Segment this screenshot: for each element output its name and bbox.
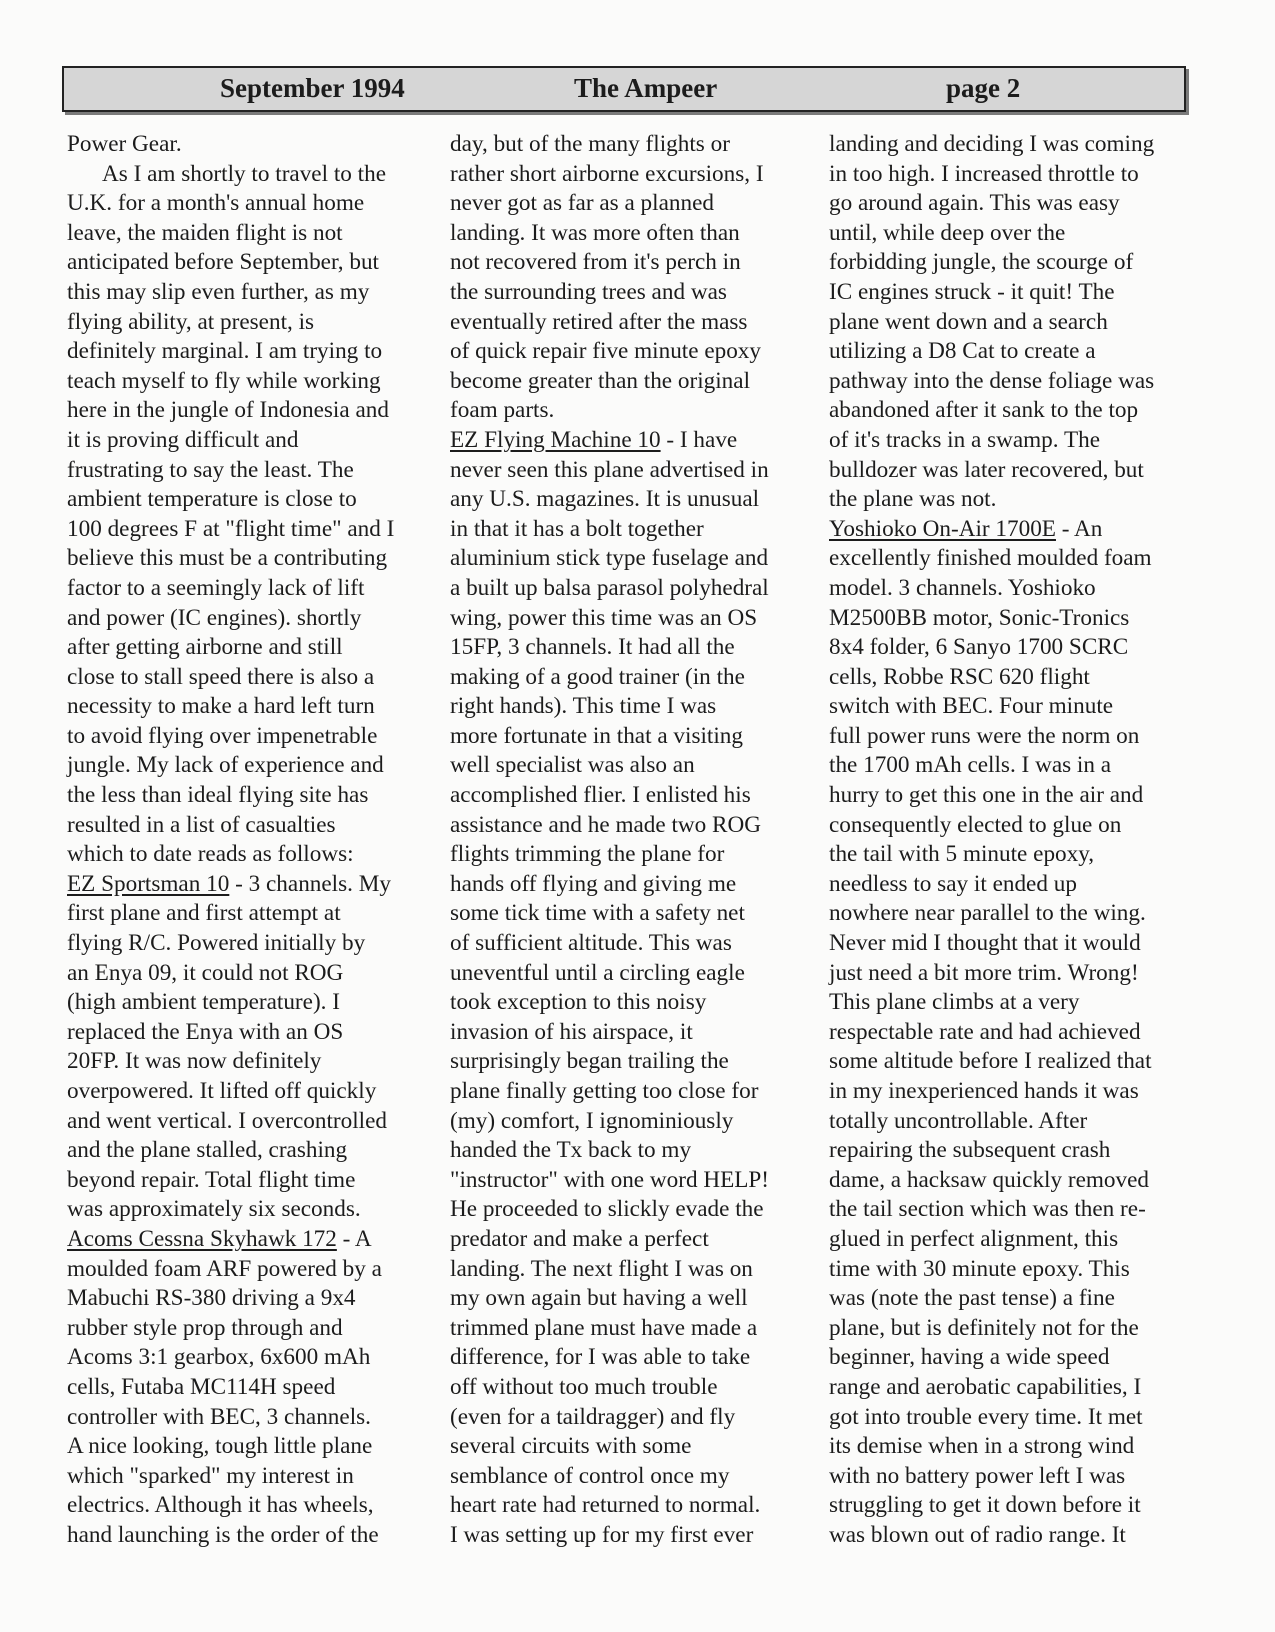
line-text: time with 30 minute epoxy. This	[829, 1255, 1130, 1282]
text-line	[67, 1403, 425, 1433]
line-text: full power runs were the norm on	[829, 722, 1140, 749]
line-text: plane, but is definitely not for the	[829, 1314, 1139, 1341]
text-line	[450, 130, 796, 160]
text-line	[450, 1195, 796, 1225]
line-text: abandoned after it sank to the top	[829, 397, 1139, 424]
text-line	[67, 1521, 425, 1551]
line-text: landing. It was more often than	[450, 219, 740, 246]
line-text: here in the jungle of Indonesia and	[67, 397, 389, 424]
line-text: difference, for I was able to take	[450, 1344, 751, 1371]
text-line	[829, 722, 1191, 752]
line-text: controller with BEC, 3 channels.	[67, 1403, 371, 1430]
text-line	[67, 1373, 425, 1403]
line-text: 100 degrees F at "flight time" and I	[67, 515, 395, 542]
text-line	[829, 426, 1191, 456]
line-text: of sufficient altitude. This was	[450, 930, 732, 957]
text-line	[829, 544, 1191, 574]
line-text: flying R/C. Powered initially by	[67, 930, 366, 957]
text-line	[829, 160, 1191, 190]
line-text: the less than ideal flying site has	[67, 782, 369, 809]
text-line	[829, 1491, 1191, 1521]
text-line	[67, 515, 425, 545]
text-line	[67, 248, 425, 278]
line-text: more fortunate in that a visiting	[450, 722, 743, 749]
line-text: "instructor" with one word HELP!	[450, 1166, 770, 1193]
text-line	[67, 1195, 425, 1225]
line-text: model. 3 channels. Yoshioko	[829, 574, 1096, 601]
text-line	[67, 811, 425, 841]
text-line	[67, 160, 425, 190]
line-text: overpowered. It lifted off quickly	[67, 1078, 377, 1104]
text-line	[829, 278, 1191, 308]
line-text: just need a bit more trim. Wrong!	[829, 959, 1139, 986]
line-text: - 3 channels. My	[229, 870, 391, 897]
line-text: of quick repair five minute epoxy	[450, 338, 761, 365]
line-text: leave, the maiden flight is not	[67, 219, 343, 246]
line-text: uneventful until a circling eagle	[450, 959, 745, 986]
text-line	[450, 337, 796, 367]
line-text: glued in perfect alignment, this	[829, 1225, 1119, 1252]
line-text: invasion of his airspace, it	[450, 1018, 693, 1045]
text-line	[67, 1255, 425, 1285]
text-line	[829, 219, 1191, 249]
line-text: foam parts.	[450, 397, 555, 424]
line-text: it is proving difficult and	[67, 426, 299, 453]
line-text: in that it has a bolt together	[450, 515, 704, 542]
text-line	[829, 515, 1191, 545]
line-text: bulldozer was later recovered, but	[829, 456, 1144, 483]
plane-name-heading: Yoshioko On-Air 1700E	[829, 515, 1056, 542]
line-text: forbidding jungle, the scourge of	[829, 249, 1134, 276]
line-text: to avoid flying over impenetrable	[67, 722, 378, 749]
text-line	[67, 1432, 425, 1462]
text-line	[450, 663, 796, 693]
line-text: heart rate had returned to normal.	[450, 1492, 761, 1519]
line-text: M2500BB motor, Sonic-Tronics	[829, 604, 1130, 631]
line-text: rubber style prop through and	[67, 1314, 343, 1341]
text-line	[450, 278, 796, 308]
line-text: took exception to this noisy	[450, 989, 707, 1016]
line-text: nowhere near parallel to the wing.	[829, 900, 1146, 927]
line-text: (even for a taildragger) and fly	[450, 1403, 736, 1430]
text-line	[829, 130, 1191, 160]
line-text: first plane and first attempt at	[67, 900, 341, 927]
text-line	[67, 959, 425, 989]
text-line	[450, 1343, 796, 1373]
text-line	[450, 1047, 796, 1077]
line-text: - I have	[660, 426, 738, 453]
plane-name-heading: EZ Sportsman 10	[67, 870, 230, 897]
text-line	[450, 367, 796, 397]
text-line	[829, 663, 1191, 693]
line-text: an Enya 09, it could not ROG	[67, 959, 344, 986]
line-text: in too high. I increased throttle to	[829, 160, 1139, 187]
text-line	[450, 1018, 796, 1048]
text-line	[829, 899, 1191, 929]
text-line	[67, 633, 425, 663]
text-line	[829, 1373, 1191, 1403]
text-line	[829, 929, 1191, 959]
text-line	[67, 604, 425, 634]
text-line	[450, 840, 796, 870]
text-line	[67, 1107, 425, 1137]
line-text: was (note the past tense) a fine	[829, 1285, 1115, 1312]
text-line	[829, 1255, 1191, 1285]
line-text: close to stall speed there is also a	[67, 663, 375, 690]
text-line	[450, 219, 796, 249]
line-text: believe this must be a contributing	[67, 545, 388, 572]
text-line	[67, 1136, 425, 1166]
line-text: repairing the subsequent crash	[829, 1137, 1111, 1164]
text-line	[450, 722, 796, 752]
text-line	[67, 840, 425, 870]
line-text: which to date reads as follows:	[67, 841, 354, 868]
line-text: my own again but having a well	[450, 1285, 748, 1312]
text-line	[450, 751, 796, 781]
page-number: page 2	[946, 73, 1021, 103]
text-line	[450, 485, 796, 515]
page-header	[62, 66, 1186, 112]
plane-name-heading: Acoms Cessna Skyhawk 172	[67, 1225, 337, 1252]
text-line	[450, 988, 796, 1018]
line-text: respectable rate and had achieved	[829, 1018, 1141, 1045]
text-line	[829, 308, 1191, 338]
text-line	[829, 1521, 1191, 1551]
line-text: with no battery power left I was	[829, 1462, 1126, 1489]
text-line	[67, 1314, 425, 1344]
line-text: cells, Robbe RSC 620 flight	[829, 663, 1090, 690]
text-line	[829, 1314, 1191, 1344]
line-text: the surrounding trees and was	[450, 278, 727, 305]
line-text: resulted in a list of casualties	[67, 811, 336, 838]
line-text: flying ability, at present, is	[67, 308, 315, 335]
line-text: some altitude before I realized that	[829, 1048, 1152, 1075]
text-line	[829, 840, 1191, 870]
line-text: electrics. Although it has wheels,	[67, 1492, 374, 1519]
line-text: rather short airborne excursions, I	[450, 160, 764, 187]
line-text: totally uncontrollable. After	[829, 1107, 1088, 1134]
line-text: teach myself to fly while working	[67, 367, 381, 394]
text-line	[450, 899, 796, 929]
line-text: necessity to make a hard left turn	[67, 693, 375, 720]
text-line	[829, 1403, 1191, 1433]
text-line	[450, 248, 796, 278]
text-line	[829, 870, 1191, 900]
line-text: and the plane stalled, crashing	[67, 1137, 348, 1164]
text-line	[67, 1284, 425, 1314]
line-text: replaced the Enya with an OS	[67, 1018, 344, 1045]
text-line	[67, 722, 425, 752]
text-line	[450, 1432, 796, 1462]
text-line	[67, 367, 425, 397]
line-text: the plane was not.	[829, 486, 997, 513]
line-text: definitely marginal. I am trying to	[67, 338, 383, 365]
line-text: Acoms 3:1 gearbox, 6x600 mAh	[67, 1344, 371, 1371]
line-text: (my) comfort, I ignominiously	[450, 1107, 734, 1134]
line-text: semblance of control once my	[450, 1462, 730, 1489]
line-text: ambient temperature is close to	[67, 486, 357, 513]
text-line	[450, 1403, 796, 1433]
line-text: wing, power this time was an OS	[450, 604, 758, 631]
text-line	[67, 663, 425, 693]
line-text: factor to a seemingly lack of lift	[67, 574, 365, 601]
text-line	[829, 1166, 1191, 1196]
text-line	[829, 456, 1191, 486]
line-text: never got as far as a planned	[450, 190, 714, 217]
text-line	[829, 633, 1191, 663]
text-line	[67, 899, 425, 929]
text-line	[67, 870, 425, 900]
line-text: I was setting up for my first ever	[450, 1521, 754, 1548]
text-line	[450, 1462, 796, 1492]
text-line	[829, 988, 1191, 1018]
line-text: any U.S. magazines. It is unusual	[450, 486, 760, 513]
text-line	[67, 929, 425, 959]
line-text: day, but of the many flights or	[450, 131, 730, 157]
line-text: accomplished flier. I enlisted his	[450, 782, 751, 809]
text-column-1	[67, 130, 425, 1551]
text-line	[450, 515, 796, 545]
text-line	[450, 1521, 796, 1551]
line-text: surprisingly began trailing the	[450, 1048, 729, 1075]
text-line	[829, 692, 1191, 722]
text-line	[450, 870, 796, 900]
text-line	[67, 1166, 425, 1196]
line-text: anticipated before September, but	[67, 249, 379, 276]
text-line	[450, 1077, 796, 1107]
text-line	[67, 337, 425, 367]
text-line	[450, 189, 796, 219]
line-text: A nice looking, tough little plane	[67, 1433, 373, 1460]
text-line	[67, 426, 425, 456]
issue-date: September 1994	[220, 73, 405, 103]
line-text: utilizing a D8 Cat to create a	[829, 338, 1096, 365]
line-text: beginner, having a wide speed	[829, 1344, 1110, 1371]
line-text: its demise when in a strong wind	[829, 1433, 1135, 1460]
text-line	[450, 1491, 796, 1521]
line-text: eventually retired after the mass	[450, 308, 748, 335]
text-line	[67, 1077, 425, 1107]
line-text: landing and deciding I was coming	[829, 131, 1155, 157]
text-line	[67, 396, 425, 426]
text-line	[67, 544, 425, 574]
line-text: never seen this plane advertised in	[450, 456, 769, 483]
text-line	[450, 574, 796, 604]
text-line	[829, 485, 1191, 515]
line-text: aluminium stick type fuselage and	[450, 545, 769, 572]
text-line	[829, 248, 1191, 278]
line-text: assistance and he made two ROG	[450, 811, 762, 838]
line-text: - A	[336, 1225, 372, 1252]
text-line	[67, 751, 425, 781]
line-text: excellently finished moulded foam	[829, 545, 1152, 572]
text-line	[450, 633, 796, 663]
line-text: flights trimming the plane for	[450, 841, 725, 868]
line-text: As I am shortly to travel to the	[102, 160, 386, 187]
line-text: the 1700 mAh cells. I was in a	[829, 752, 1112, 779]
line-text: hand launching is the order of the	[67, 1521, 379, 1548]
text-column-2	[450, 130, 796, 1551]
line-text: 15FP, 3 channels. It had all the	[450, 634, 735, 661]
text-line	[829, 1136, 1191, 1166]
line-text: was approximately six seconds.	[67, 1196, 361, 1223]
text-line	[67, 308, 425, 338]
text-line	[829, 1225, 1191, 1255]
line-text: Power Gear.	[67, 131, 182, 157]
line-text: trimmed plane must have made a	[450, 1314, 758, 1341]
line-text: jungle. My lack of experience and	[67, 752, 384, 779]
line-text: the tail section which was then re-	[829, 1196, 1146, 1223]
text-line	[829, 781, 1191, 811]
line-text: He proceeded to slickly evade the	[450, 1196, 764, 1223]
line-text: This plane climbs at a very	[829, 989, 1080, 1016]
text-line	[450, 1314, 796, 1344]
text-line	[450, 1373, 796, 1403]
text-line	[450, 959, 796, 989]
text-line	[450, 160, 796, 190]
text-line	[67, 1018, 425, 1048]
line-text: got into trouble every time. It met	[829, 1403, 1143, 1430]
line-text: plane went down and a search	[829, 308, 1108, 335]
text-line	[450, 544, 796, 574]
text-line	[67, 1047, 425, 1077]
text-line	[829, 1047, 1191, 1077]
text-line	[450, 426, 796, 456]
line-text: IC engines struck - it quit! The	[829, 278, 1115, 305]
line-text: pathway into the dense foliage was	[829, 367, 1155, 394]
text-line	[450, 1107, 796, 1137]
line-text: Mabuchi RS-380 driving a 9x4	[67, 1285, 356, 1312]
text-line	[829, 751, 1191, 781]
line-text: a built up balsa parasol polyhedral	[450, 574, 769, 601]
text-line	[450, 456, 796, 486]
line-text: switch with BEC. Four minute	[829, 693, 1114, 720]
text-line	[829, 1462, 1191, 1492]
line-text: landing. The next flight I was on	[450, 1255, 753, 1282]
line-text: which "sparked" my interest in	[67, 1462, 354, 1489]
line-text: was blown out of radio range. It	[829, 1521, 1126, 1548]
line-text: several circuits with some	[450, 1433, 692, 1460]
text-line	[67, 574, 425, 604]
line-text: become greater than the original	[450, 367, 751, 394]
text-line	[829, 1284, 1191, 1314]
text-line	[67, 219, 425, 249]
text-line	[829, 1343, 1191, 1373]
text-line	[829, 1195, 1191, 1225]
line-text: go around again. This was easy	[829, 190, 1120, 217]
line-text: and power (IC engines). shortly	[67, 604, 362, 631]
text-line	[829, 959, 1191, 989]
text-line	[67, 189, 425, 219]
line-text: consequently elected to glue on	[829, 811, 1122, 838]
line-text: right hands). This time I was	[450, 693, 717, 720]
text-line	[450, 811, 796, 841]
text-column-3	[829, 130, 1191, 1551]
line-text: this may slip even further, as my	[67, 278, 370, 305]
text-line	[67, 278, 425, 308]
line-text: off without too much trouble	[450, 1373, 718, 1400]
text-line	[450, 1225, 796, 1255]
line-text: making of a good trainer (in the	[450, 663, 745, 690]
line-text: some tick time with a safety net	[450, 900, 745, 927]
line-text: plane finally getting too close for	[450, 1078, 759, 1104]
text-line	[67, 988, 425, 1018]
text-line	[450, 308, 796, 338]
line-text: 8x4 folder, 6 Sanyo 1700 SCRC	[829, 634, 1129, 661]
text-line	[67, 692, 425, 722]
line-text: (high ambient temperature). I	[67, 989, 340, 1016]
text-line	[829, 1432, 1191, 1462]
line-text: hurry to get this one in the air and	[829, 782, 1144, 809]
line-text: and went vertical. I overcontrolled	[67, 1107, 387, 1134]
text-line	[450, 1255, 796, 1285]
line-text: - An	[1055, 515, 1103, 542]
line-text: dame, a hacksaw quickly removed	[829, 1166, 1149, 1193]
text-line	[67, 781, 425, 811]
line-text: hands off flying and giving me	[450, 870, 737, 897]
line-text: until, while deep over the	[829, 219, 1066, 246]
newsletter-title: The Ampeer	[574, 73, 718, 103]
text-line	[67, 1491, 425, 1521]
text-line	[829, 367, 1191, 397]
line-text: well specialist was also an	[450, 752, 695, 779]
text-line	[829, 189, 1191, 219]
line-text: after getting airborne and still	[67, 634, 343, 661]
text-line	[450, 1136, 796, 1166]
line-text: handed the Tx back to my	[450, 1137, 692, 1164]
line-text: 20FP. It was now definitely	[67, 1048, 322, 1075]
line-text: not recovered from it's perch in	[450, 249, 741, 276]
text-line	[450, 692, 796, 722]
line-text: in my inexperienced hands it was	[829, 1078, 1139, 1104]
line-text: struggling to get it down before it	[829, 1492, 1141, 1519]
line-text: frustrating to say the least. The	[67, 456, 354, 483]
text-line	[67, 1462, 425, 1492]
text-line	[450, 604, 796, 634]
text-line	[67, 456, 425, 486]
text-line	[829, 574, 1191, 604]
text-line	[450, 781, 796, 811]
text-line	[829, 337, 1191, 367]
text-line	[829, 1107, 1191, 1137]
line-text: cells, Futaba MC114H speed	[67, 1373, 336, 1400]
line-text: needless to say it ended up	[829, 870, 1077, 897]
text-line	[67, 130, 425, 160]
plane-name-heading: EZ Flying Machine 10	[450, 426, 661, 453]
line-text: range and aerobatic capabilities, I	[829, 1373, 1142, 1400]
text-line	[450, 929, 796, 959]
text-line	[829, 811, 1191, 841]
text-line	[829, 1018, 1191, 1048]
line-text: Never mid I thought that it would	[829, 930, 1141, 957]
line-text: predator and make a perfect	[450, 1225, 709, 1252]
line-text: U.K. for a month's annual home	[67, 190, 365, 217]
line-text: moulded foam ARF powered by a	[67, 1255, 382, 1282]
text-line	[829, 1077, 1191, 1107]
text-line	[450, 1284, 796, 1314]
line-text: of it's tracks in a swamp. The	[829, 426, 1100, 453]
text-line	[67, 1343, 425, 1373]
line-text: beyond repair. Total flight time	[67, 1166, 356, 1193]
text-line	[67, 485, 425, 515]
text-line	[450, 1166, 796, 1196]
text-line	[450, 396, 796, 426]
text-line	[67, 1225, 425, 1255]
text-line	[829, 396, 1191, 426]
line-text: the tail with 5 minute epoxy,	[829, 841, 1095, 868]
text-line	[829, 604, 1191, 634]
